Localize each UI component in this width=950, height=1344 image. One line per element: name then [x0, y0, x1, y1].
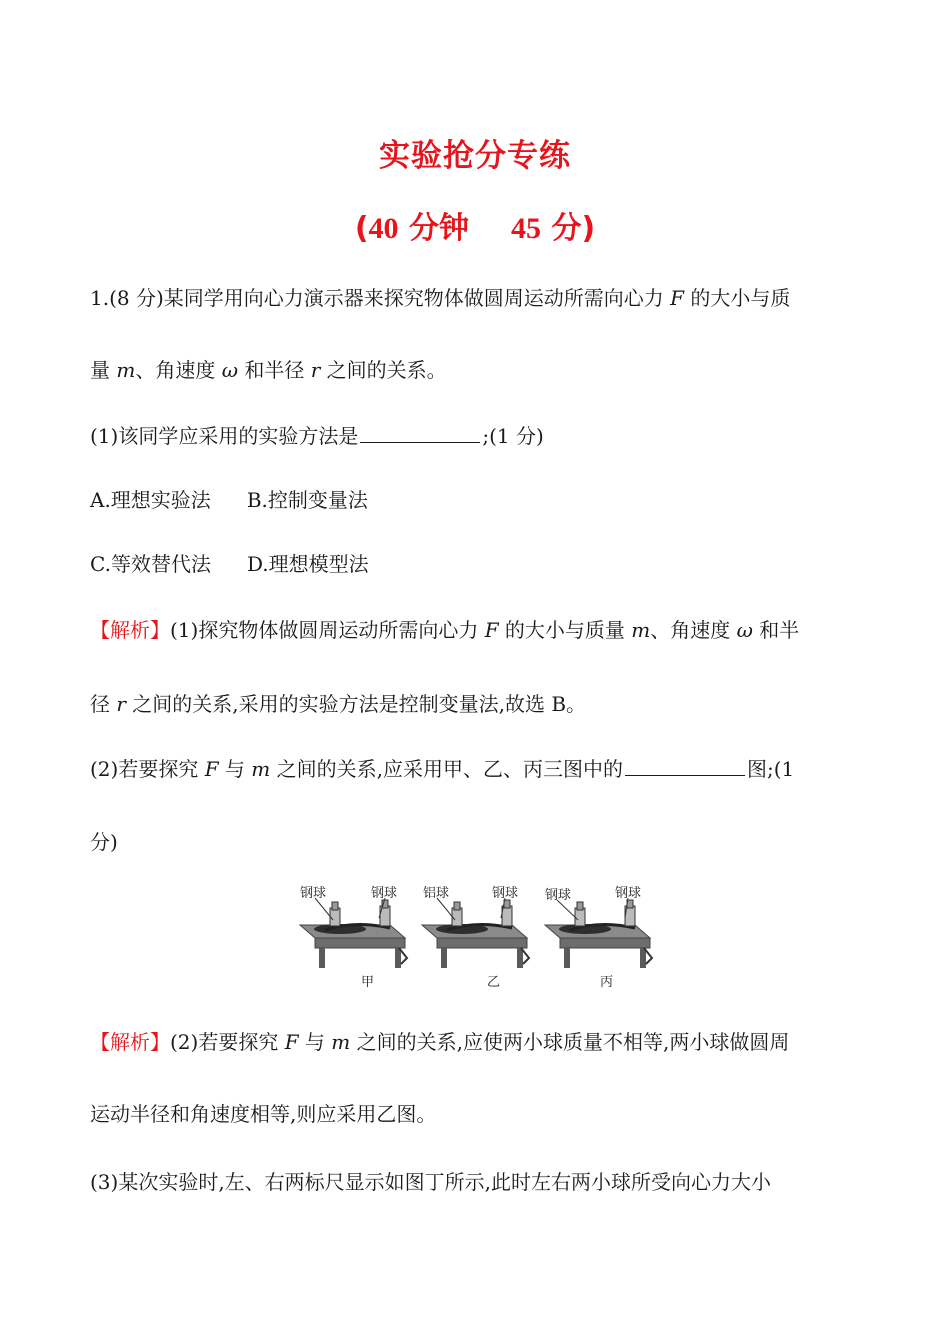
- apparatus-figure: [295, 880, 655, 995]
- analysis-2-line-1: 【解析】(2)若要探究 F 与 m 之间的关系,应使两小球质量不相等,两小球做圆周: [90, 1030, 790, 1054]
- ball-label: 钢球: [545, 888, 572, 903]
- part-1-question: (1)该同学应采用的实验方法是 ;(1 分): [90, 424, 544, 448]
- analysis-1-line-2: 径 r 之间的关系,采用的实验方法是控制变量法,故选 B。: [90, 692, 587, 716]
- question-stem-line-1: 1.(8 分)某同学用向心力演示器来探究物体做圆周运动所需向心力 F 的大小与质: [90, 286, 791, 310]
- analysis-2-line-2: 运动半径和角速度相等,则应采用乙图。: [90, 1102, 437, 1126]
- answer-blank-2[interactable]: [625, 755, 745, 776]
- question-stem-line-2: 量 m、角速度 ω 和半径 r 之间的关系。: [90, 358, 447, 382]
- option-a[interactable]: A.理想实验法: [90, 488, 211, 512]
- page-title: 实验抢分专练: [379, 138, 571, 174]
- part-2-question-line-1: (2)若要探究 F 与 m 之间的关系,应采用甲、乙、丙三图中的 图;(1: [90, 757, 795, 781]
- answer-blank-1[interactable]: [360, 422, 480, 443]
- option-c[interactable]: C.等效替代法: [90, 552, 211, 576]
- ball-label: 钢球: [371, 886, 398, 901]
- options-row-1: [90, 486, 865, 514]
- ball-label: 钢球: [615, 886, 642, 901]
- options-row-2: [90, 550, 865, 578]
- figure-label-bing: 丙: [600, 975, 614, 990]
- page-subtitle: (40 分钟 45 分): [354, 211, 596, 246]
- option-d[interactable]: D.理想模型法: [246, 552, 369, 576]
- ball-label: 钢球: [300, 886, 327, 901]
- figure-label-yi: 乙: [487, 975, 501, 990]
- part-3-question: (3)某次实验时,左、右两标尺显示如图丁所示,此时左右两小球所受向心力大小: [90, 1170, 772, 1194]
- analysis-tag: 【解析】: [90, 618, 170, 642]
- analysis-tag: 【解析】: [90, 1030, 170, 1054]
- figure-label-jia: 甲: [361, 975, 375, 990]
- ball-label: 铝球: [423, 886, 450, 901]
- option-b[interactable]: B.控制变量法: [246, 488, 368, 512]
- part-2-question-line-2: 分): [90, 830, 118, 854]
- ball-label: 钢球: [492, 886, 519, 901]
- analysis-1-line-1: 【解析】(1)探究物体做圆周运动所需向心力 F 的大小与质量 m、角速度 ω 和半: [90, 618, 800, 642]
